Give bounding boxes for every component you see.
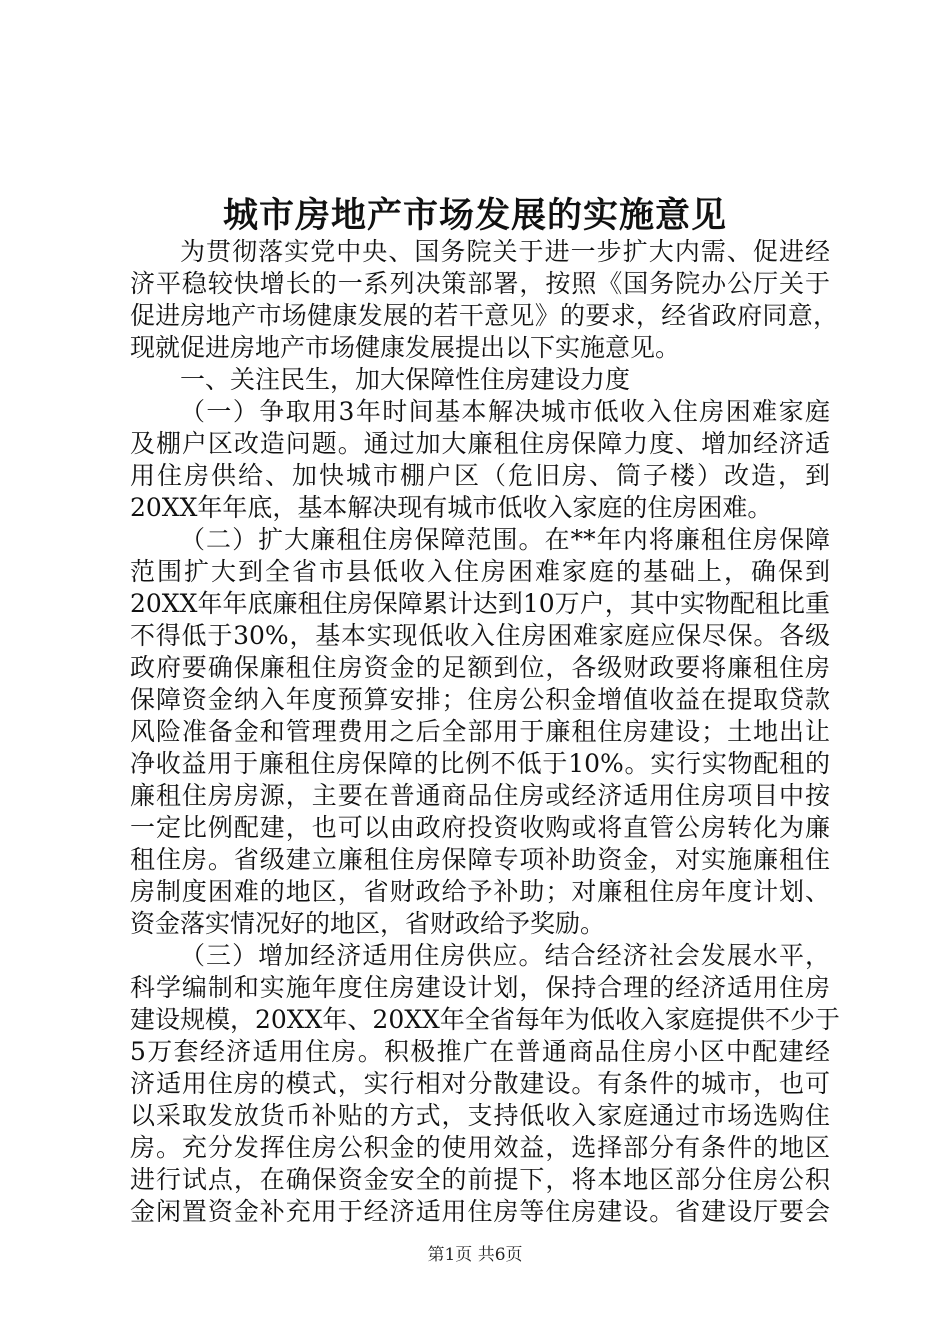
text-line: （一）争取用3年时间基本解决城市低收入住房困难家庭 <box>180 397 830 426</box>
text-line: 资金落实情况好的地区，省财政给予奖励。 <box>130 909 606 938</box>
text-line: 用住房供给、加快城市棚户区（危旧房、筒子楼）改造，到 <box>130 461 830 490</box>
text-line: 一定比例配建，也可以由政府投资收购或将直管公房转化为廉 <box>130 813 830 842</box>
text-line: 净收益用于廉租住房保障的比例不低于10%。实行实物配租的 <box>130 749 830 778</box>
text-line: 济适用住房的模式，实行相对分散建设。有条件的城市，也可 <box>130 1069 830 1098</box>
text-line: 房制度困难的地区，省财政给予补助；对廉租住房年度计划、 <box>130 877 830 906</box>
text-line: 金闲置资金补充用于经济适用住房等住房建设。省建设厅要会 <box>130 1197 830 1226</box>
text-line: 5万套经济适用住房。积极推广在普通商品住房小区中配建经 <box>130 1037 830 1066</box>
text-line: 进行试点，在确保资金安全的前提下，将本地区部分住房公积 <box>130 1165 830 1194</box>
section-heading: 一、关注民生，加大保障性住房建设力度 <box>180 365 631 394</box>
text-line: （二）扩大廉租住房保障范围。在**年内将廉租住房保障 <box>180 525 830 554</box>
text-line: 为贯彻落实党中央、国务院关于进一步扩大内需、促进经 <box>180 237 830 266</box>
text-line: 20XX年年底，基本解决现有城市低收入家庭的住房困难。 <box>130 493 773 522</box>
text-line: 20XX年年底廉租住房保障累计达到10万户，其中实物配租比重 <box>130 589 830 618</box>
document-title: 城市房地产市场发展的实施意见 <box>222 195 727 236</box>
text-line: 保障资金纳入年度预算安排；住房公积金增值收益在提取贷款 <box>130 685 830 714</box>
text-line: 范围扩大到全省市县低收入住房困难家庭的基础上，确保到 <box>130 557 830 586</box>
text-line: 科学编制和实施年度住房建设计划，保持合理的经济适用住房 <box>130 973 830 1002</box>
text-line: 房。充分发挥住房公积金的使用效益，选择部分有条件的地区 <box>130 1133 830 1162</box>
text-line: 济平稳较快增长的一系列决策部署，按照《国务院办公厅关于 <box>130 269 830 298</box>
text-line: 及棚户区改造问题。通过加大廉租住房保障力度、增加经济适 <box>130 429 830 458</box>
text-line: 廉租住房房源，主要在普通商品住房或经济适用住房项目中按 <box>130 781 830 810</box>
text-line: 促进房地产市场健康发展的若干意见》的要求，经省政府同意， <box>130 301 838 330</box>
text-line: 不得低于30%，基本实现低收入住房困难家庭应保尽保。各级 <box>130 621 830 650</box>
text-line: 风险准备金和管理费用之后全部用于廉租住房建设；土地出让 <box>130 717 830 746</box>
text-line: 租住房。省级建立廉租住房保障专项补助资金，对实施廉租住 <box>130 845 830 874</box>
text-line: 政府要确保廉租住房资金的足额到位，各级财政要将廉租住房 <box>130 653 830 682</box>
text-line: 现就促进房地产市场健康发展提出以下实施意见。 <box>130 333 681 362</box>
page-footer: 第1页 共6页 <box>427 1245 523 1265</box>
text-line: （三）增加经济适用住房供应。结合经济社会发展水平， <box>180 941 830 970</box>
text-line: 以采取发放货币补贴的方式，支持低收入家庭通过市场选购住 <box>130 1101 830 1130</box>
text-line: 建设规模，20XX年、20XX年全省每年为低收入家庭提供不少于 <box>130 1005 840 1034</box>
